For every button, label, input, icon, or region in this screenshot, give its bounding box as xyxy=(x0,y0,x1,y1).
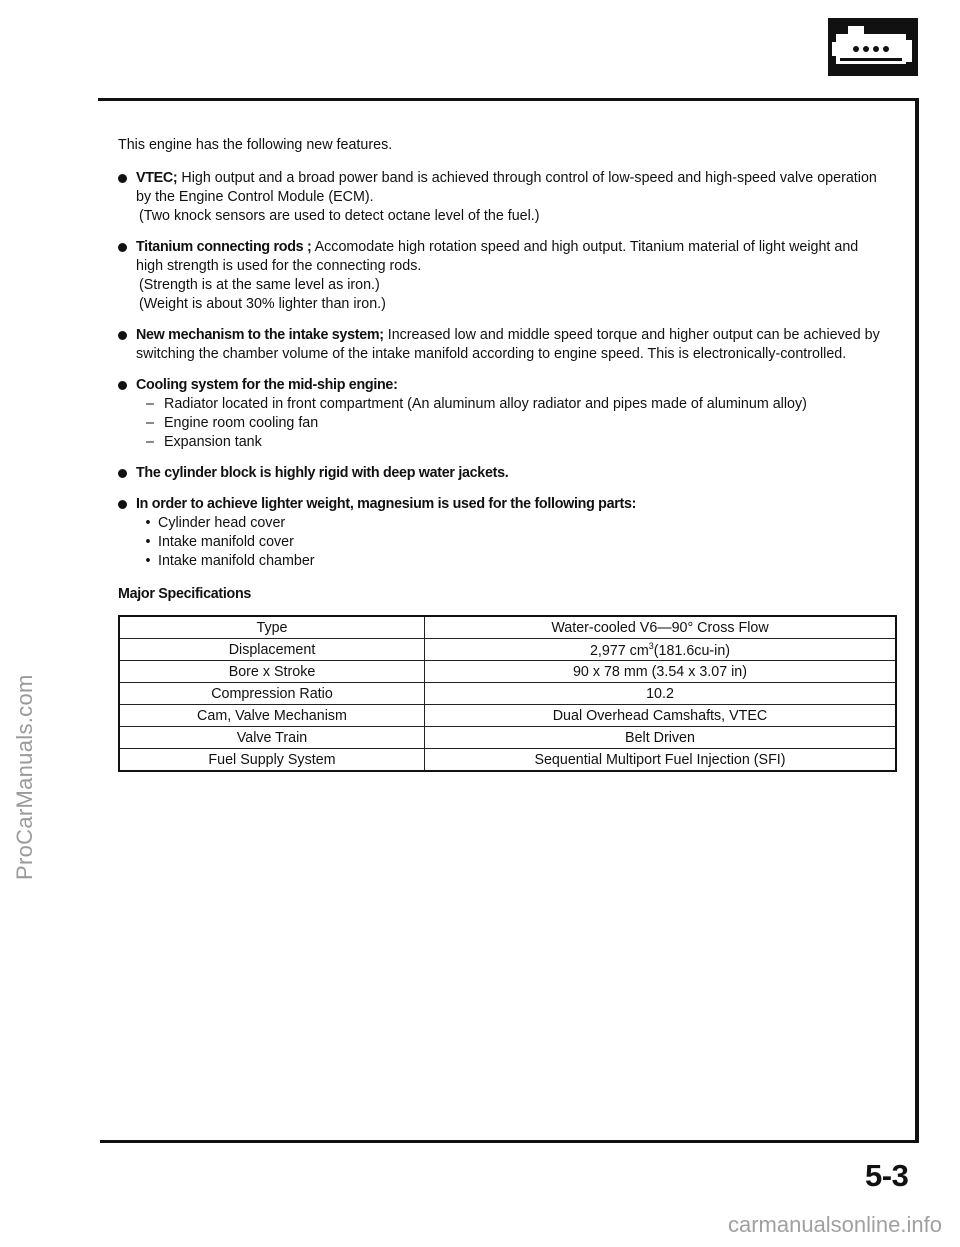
spec-label: Fuel Supply System xyxy=(119,749,425,772)
feature-text: High output and a broad power band is achieved through control of low-speed and high-speed valve operation xyxy=(181,170,877,186)
dash-list-item xyxy=(136,395,908,414)
feature-line: by the Engine Control Module (ECM). xyxy=(136,189,374,205)
spec-label: Bore x Stroke xyxy=(119,661,425,683)
features-content xyxy=(118,136,908,604)
feature-magnesium-parts xyxy=(118,495,908,571)
feature-titanium-rods xyxy=(118,238,908,314)
bullet-dot-icon xyxy=(118,243,127,252)
feature-cylinder-block xyxy=(118,464,908,483)
bullet-list-item xyxy=(136,552,908,571)
dash-icon: – xyxy=(146,396,154,412)
spec-value xyxy=(425,639,897,661)
spec-value-main: 2,977 cm xyxy=(589,642,649,659)
spec-label: Compression Ratio xyxy=(119,683,425,705)
bullet-dot-icon xyxy=(118,500,127,509)
dash-list-item xyxy=(136,414,908,433)
bullet-list-item xyxy=(136,533,908,552)
table-row xyxy=(119,683,896,705)
bullet-item-text: Intake manifold chamber xyxy=(158,553,315,569)
feature-heading: The cylinder block is highly rigid with deep water jackets. xyxy=(136,465,509,481)
intro-text: This engine has the following new features. xyxy=(118,137,393,153)
watermark-bottom: carmanualsonline.info xyxy=(727,1212,942,1237)
spec-value: 10.2 xyxy=(425,683,897,705)
feature-text: Accomodate high rotation speed and high output. Titanium material of light weight and xyxy=(314,239,859,255)
table-row xyxy=(119,705,896,727)
watermark-left: ProCarManuals.com xyxy=(12,674,37,880)
bullet-dot-icon xyxy=(118,469,127,478)
spec-value: Water-cooled V6—90° Cross Flow xyxy=(425,616,897,639)
frame-right-rule xyxy=(915,98,919,1143)
spec-label: Cam, Valve Mechanism xyxy=(119,705,425,727)
bullet-item-text: Cylinder head cover xyxy=(158,515,286,531)
feature-heading: Cooling system for the mid-ship engine: xyxy=(136,377,398,393)
feature-line: (Weight is about 30% lighter than iron.) xyxy=(139,296,386,312)
dash-item-text: Expansion tank xyxy=(164,434,262,450)
spec-value: 90 x 78 mm (3.54 x 3.07 in) xyxy=(425,661,897,683)
bullet-list-item xyxy=(136,514,908,533)
dash-item-text: Engine room cooling fan xyxy=(164,415,319,431)
spec-label: Valve Train xyxy=(119,727,425,749)
spec-value: Sequential Multiport Fuel Injection (SFI) xyxy=(425,749,897,772)
table-row xyxy=(119,616,896,639)
feature-line: high strength is used for the connecting rods. xyxy=(136,258,422,274)
small-bullet-icon: • xyxy=(145,553,151,569)
bullet-dot-icon xyxy=(118,174,127,183)
feature-text: Increased low and middle speed torque and higher output can be achieved by xyxy=(387,327,880,343)
dash-list-item xyxy=(136,433,908,452)
feature-heading: VTEC; xyxy=(136,170,178,186)
engine-section-icon xyxy=(828,18,918,76)
page-number: 5-3 xyxy=(865,1158,909,1193)
frame-top-rule xyxy=(98,98,918,101)
feature-heading: New mechanism to the intake system; xyxy=(136,327,384,343)
spec-value-superscript: 3 xyxy=(648,640,654,651)
specifications-table xyxy=(118,615,897,772)
feature-line: switching the chamber volume of the intake manifold according to engine speed. This is electronically-controlled. xyxy=(136,346,847,362)
dash-item-text: Radiator located in front compartment (An aluminum alloy radiator and pipes made of aluminum alloy) xyxy=(164,396,807,412)
feature-cooling-system xyxy=(118,376,908,452)
feature-line: (Two knock sensors are used to detect octane level of the fuel.) xyxy=(139,208,540,224)
bullet-dot-icon xyxy=(118,381,127,390)
bullet-dot-icon xyxy=(118,331,127,340)
feature-vtec xyxy=(118,169,908,226)
feature-heading: In order to achieve lighter weight, magnesium is used for the following parts: xyxy=(136,496,637,512)
spec-value: Dual Overhead Camshafts, VTEC xyxy=(425,705,897,727)
table-row xyxy=(119,661,896,683)
small-bullet-icon: • xyxy=(145,534,151,550)
table-row xyxy=(119,639,896,661)
dash-icon: – xyxy=(146,415,154,431)
spec-label: Type xyxy=(119,616,425,639)
spec-label: Displacement xyxy=(119,639,425,661)
bullet-item-text: Intake manifold cover xyxy=(158,534,294,550)
feature-heading: Titanium connecting rods ; xyxy=(136,239,312,255)
feature-line: (Strength is at the same level as iron.) xyxy=(139,277,380,293)
small-bullet-icon: • xyxy=(145,515,151,531)
table-row xyxy=(119,727,896,749)
specs-title: Major Specifications xyxy=(118,586,252,602)
spec-value-suffix: (181.6cu-in) xyxy=(653,642,731,659)
dash-icon: – xyxy=(146,434,154,450)
feature-intake-mechanism xyxy=(118,326,908,364)
spec-value: Belt Driven xyxy=(425,727,897,749)
table-row xyxy=(119,749,896,772)
frame-bottom-rule xyxy=(100,1140,919,1143)
